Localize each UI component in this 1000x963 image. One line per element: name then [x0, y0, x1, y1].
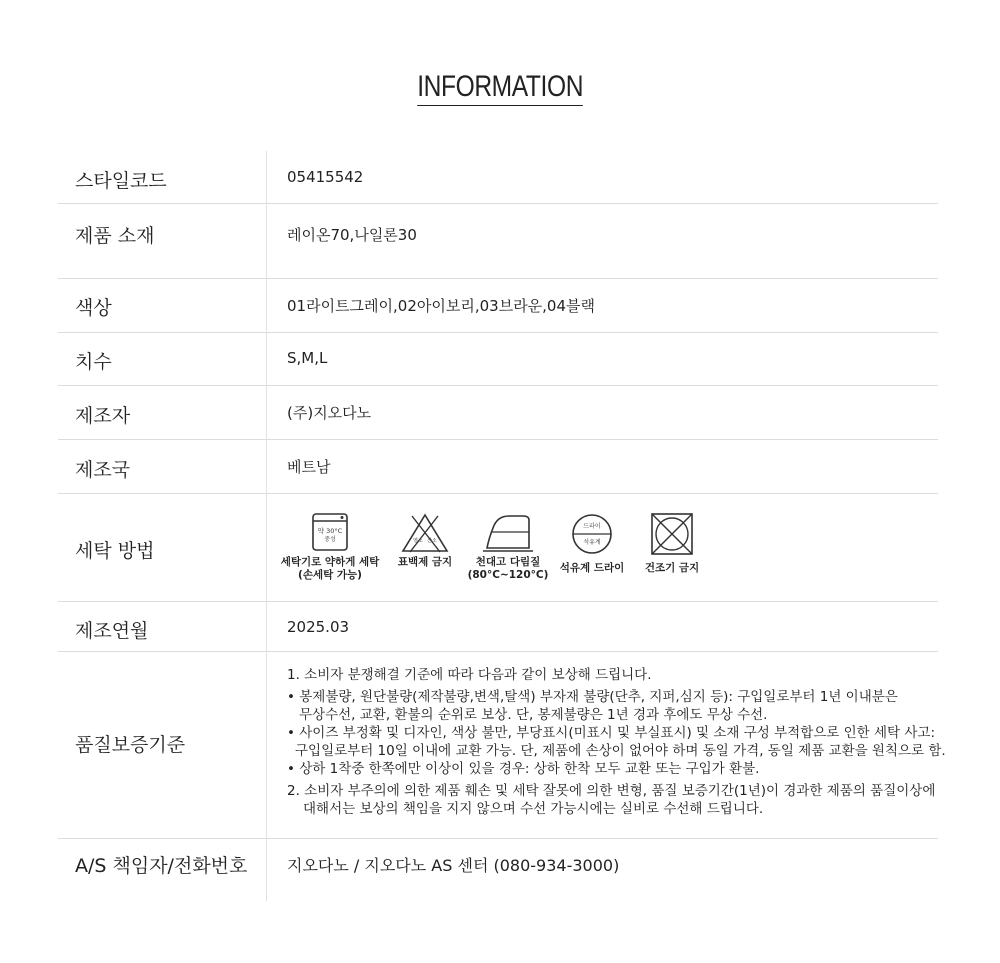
iron-caption-2: (80°C~120°C): [467, 569, 549, 581]
no-bleach-icon: [400, 512, 450, 554]
color-label: 색상: [75, 297, 112, 319]
care-bleach: [390, 512, 460, 569]
no-tumble-dry-icon: [650, 512, 694, 556]
quality-b1b: 무상수선, 교환, 환불의 순위로 보상. 단, 봉제불량은 1년 경과 후에도 무상 수선.: [299, 707, 768, 723]
quality-p2a: 2. 소비자 부주의에 의한 제품 훼손 및 세탁 잘못에 의한 변형, 품질 보증기간(1년)이 경과한 제품의 품질이상에: [287, 783, 936, 799]
care-symbols: [278, 512, 738, 592]
as-label: A/S 책임자/전화번호: [75, 855, 248, 877]
quality-b3: • 상하 1착중 한쪽에만 이상이 있을 경우: 상하 한착 모두 교환 또는 구입가 환불.: [287, 761, 760, 777]
machine-wash-icon: [310, 512, 350, 552]
material-label: 제품 소재: [75, 225, 155, 247]
row-color: [58, 279, 938, 333]
country-label: 제조국: [75, 459, 131, 481]
quality-label: 품질보증기준: [75, 734, 186, 756]
size-label: 치수: [75, 351, 112, 373]
wash-caption-2: (손세탁 가능): [298, 569, 362, 581]
style-code-value: 05415542: [287, 168, 364, 186]
dry-text-2: 석유계: [583, 539, 601, 546]
iron-icon: [483, 512, 533, 552]
quality-p2b: 대해서는 보상의 책임을 지지 않으며 수선 가능시에는 실비로 수선해 드립니다.: [303, 801, 764, 817]
quality-b2a: • 사이즈 부정확 및 디자인, 색상 불만, 부당표시(미표시 및 부실표시) 및 소재 구성 부적합으로 인한 세탁 사고:: [287, 725, 936, 741]
wash-label: 세탁 방법: [75, 540, 155, 562]
date-label: 제조연월: [75, 620, 149, 642]
wash-neutral-text: 중성: [324, 536, 336, 543]
row-date: [58, 602, 938, 652]
country-value: 베트남: [287, 458, 331, 476]
row-size: [58, 333, 938, 386]
quality-p1: 1. 소비자 분쟁해결 기준에 따라 다음과 같이 보상해 드립니다.: [287, 667, 652, 683]
row-material: [58, 204, 938, 279]
care-tumble: [634, 512, 710, 575]
quality-text: [287, 666, 946, 818]
row-quality: [58, 652, 946, 839]
dry-caption: 석유계 드라이: [559, 562, 625, 574]
tumble-caption: 건조기 금지: [644, 562, 700, 574]
dry-clean-icon: [570, 512, 614, 556]
bleach-caption: 표백제 금지: [397, 556, 453, 568]
maker-label: 제조자: [75, 405, 131, 427]
care-dry: [556, 512, 628, 575]
info-table: [58, 151, 946, 901]
page-title: INFORMATION: [417, 70, 583, 106]
row-maker: [58, 386, 938, 440]
quality-b1a: • 봉제불량, 원단불량(제작불량,변색,탈색) 부자재 불량(단추, 지퍼,심지 등): 구입일로부터 1년 이내분은: [287, 689, 898, 705]
bleach-chlorine-text: 염소: [413, 538, 423, 544]
page-title-wrap: [0, 70, 1000, 106]
dry-text-1: 드라이: [583, 523, 601, 530]
style-code-label: 스타일코드: [75, 170, 167, 192]
iron-caption-1: 천대고 다림질: [475, 556, 541, 568]
wash-caption-1: 세탁기로 약하게 세탁: [280, 556, 380, 568]
care-iron: [466, 512, 550, 582]
quality-b2b: 구입일로부터 10일 이내에 교환 가능. 단, 제품에 손상이 없어야 하며 동일 가격, 동일 제품 교환을 원칙으로 함.: [295, 743, 946, 759]
wash-temp-text: 약 30°C: [317, 527, 343, 535]
date-value: 2025.03: [287, 618, 350, 636]
care-wash: [278, 512, 382, 582]
material-value: 레이온70,나일론30: [287, 226, 417, 244]
row-as: [58, 839, 938, 901]
as-value: 지오다노 / 지오다노 AS 센터 (080-934-3000): [287, 856, 620, 875]
color-value: 01라이트그레이,02아이보리,03브라운,04블랙: [287, 297, 596, 315]
bleach-oxygen-text: 산소: [427, 538, 437, 544]
row-wash: [58, 494, 938, 602]
size-value: S,M,L: [287, 349, 328, 367]
maker-value: (주)지오다노: [287, 404, 372, 422]
row-style-code: [58, 151, 938, 204]
row-country: [58, 440, 938, 494]
